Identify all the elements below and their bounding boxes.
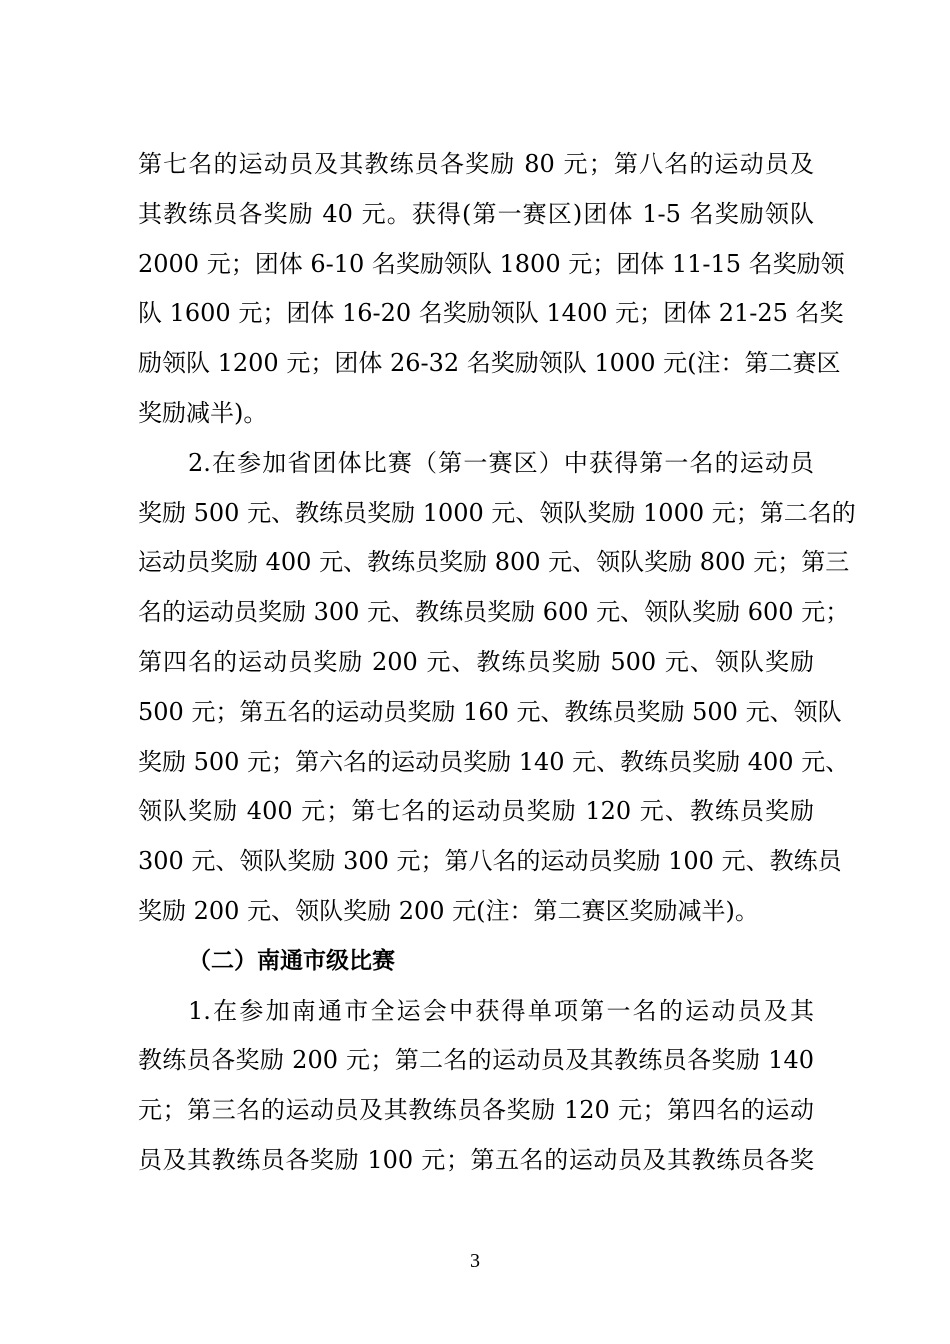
text-line: 名的运动员奖励 300 元、教练员奖励 600 元、领队奖励 600 元； (138, 598, 850, 627)
text-line: 队 1600 元；团体 16-20 名奖励领队 1400 元；团体 21-25 名奖 (138, 299, 844, 328)
paragraph-1 (138, 140, 845, 439)
text-line: 2.在参加省团体比赛（第一赛区）中获得第一名的运动员 (188, 448, 814, 477)
text-line: 奖励 500 元、教练员奖励 1000 元、领队奖励 1000 元；第二名的 (138, 498, 856, 527)
document-body (138, 140, 856, 1186)
paragraph-2 (138, 439, 856, 937)
text-line: 励领队 1200 元；团体 26-32 名奖励领队 1000 元(注：第二赛区 (138, 349, 841, 378)
text-line: 第四名的运动员奖励 200 元、教练员奖励 500 元、领队奖励 (138, 647, 814, 676)
text-line: 奖励 500 元；第六名的运动员奖励 140 元、教练员奖励 400 元、 (138, 747, 850, 776)
section-heading: （二）南通市级比赛 (188, 947, 395, 974)
text-line: 领队奖励 400 元；第七名的运动员奖励 120 元、教练员奖励 (138, 797, 814, 826)
text-line: 500 元；第五名的运动员奖励 160 元、教练员奖励 500 元、领队 (138, 697, 842, 726)
page-number: 3 (470, 1250, 480, 1272)
text-line: 2000 元；团体 6-10 名奖励领队 1800 元；团体 11-15 名奖励领 (138, 249, 845, 278)
paragraph-3 (138, 987, 814, 1186)
text-line: 奖励减半)。 (138, 398, 268, 427)
text-line: 奖励 200 元、领队奖励 200 元(注：第二赛区奖励减半)。 (138, 896, 759, 925)
text-line: 第七名的运动员及其教练员各奖励 80 元；第八名的运动员及 (138, 150, 814, 178)
text-line: 教练员各奖励 200 元；第二名的运动员及其教练员各奖励 140 (138, 1046, 814, 1075)
text-line: 运动员奖励 400 元、教练员奖励 800 元、领队奖励 800 元；第三 (138, 548, 850, 577)
text-line: 300 元、领队奖励 300 元；第八名的运动员奖励 100 元、教练员 (138, 847, 842, 876)
text-line: 1.在参加南通市全运会中获得单项第一名的运动员及其 (188, 996, 814, 1025)
text-line: 员及其教练员各奖励 100 元；第五名的运动员及其教练员各奖 (138, 1145, 814, 1174)
text-line: 元；第三名的运动员及其教练员各奖励 120 元；第四名的运动 (138, 1096, 814, 1125)
text-line: 其教练员各奖励 40 元。获得(第一赛区)团体 1-5 名奖励领队 (138, 199, 814, 228)
